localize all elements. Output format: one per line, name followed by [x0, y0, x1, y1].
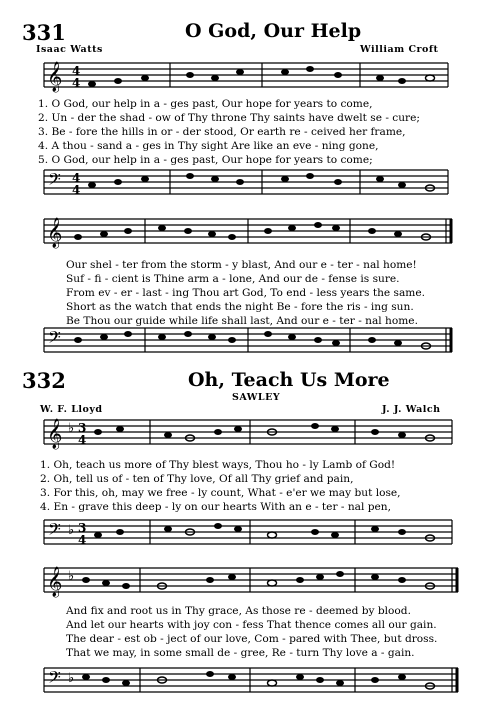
hymn-332-verse-3-line2: The dear - est ob - ject of our love, Com - pared with Thee, but dross. — [66, 633, 438, 645]
hymn-332-verse-4-line1: 4. En - grave this deep - ly on our hearts With an e - ter - nal pen, — [40, 501, 391, 513]
svg-text:𝄞: 𝄞 — [47, 218, 63, 248]
svg-text:𝄞: 𝄞 — [47, 419, 63, 449]
hymn-332-words-by: W. F. Lloyd — [40, 404, 103, 415]
svg-text:4: 4 — [72, 171, 81, 185]
hymn-331-verse-3-line1: 3. Be - fore the hills in or - der stood, Or earth re - ceived her frame, — [38, 126, 406, 138]
svg-text:𝄢: 𝄢 — [48, 327, 61, 351]
svg-text:4: 4 — [78, 433, 87, 447]
hymn-title-331: O God, Our Help — [185, 20, 362, 42]
hymn-332-verse-2-line2: And let our hearts with joy con - fess That thence comes all our gain. — [66, 619, 437, 631]
hymn-331-verse-2-line1: 2. Un - der the shad - ow of Thy throne Thy saints have dwelt se - cure; — [38, 112, 420, 124]
hymn-332-verse-1-line2: And fix and root us in Thy grace, As those re - deemed by blood. — [66, 605, 411, 617]
hymn-332-verse-1-line1: 1. Oh, teach us more of Thy blest ways, Thou ho - ly Lamb of God! — [40, 459, 396, 471]
hymn-number-332: 332 — [22, 368, 66, 393]
hymn-331-verse-5-line1: 5. O God, our help in a - ges past, Our hope for years to come; — [38, 154, 373, 166]
hymn-332-verse-2-line1: 2. Oh, tell us of - ten of Thy love, Of all Thy grief and pain, — [40, 473, 354, 485]
svg-text:𝄢: 𝄢 — [48, 667, 61, 691]
hymn-332-system1-bass-staff — [0, 514, 480, 554]
svg-text:♭: ♭ — [68, 421, 75, 436]
hymn-332-system2-treble-staff — [0, 562, 480, 602]
hymn-title-332: Oh, Teach Us More — [188, 369, 390, 391]
svg-text:3: 3 — [78, 421, 87, 435]
hymn-332-music-by: J. J. Walch — [382, 404, 441, 415]
hymn-331-verse-5-line2: Be Thou our guide while life shall last, And our e - ter - nal home. — [66, 315, 418, 327]
hymn-331-system2-bass-staff — [0, 322, 480, 362]
hymn-332-tune-name: SAWLEY — [232, 392, 281, 403]
hymn-331-system1-treble-staff — [0, 55, 480, 95]
hymn-331-verse-4-line1: 4. A thou - sand a - ges in Thy sight Are like an eve - ning gone, — [38, 140, 379, 152]
svg-text:𝄢: 𝄢 — [48, 519, 61, 543]
svg-text:4: 4 — [72, 76, 81, 90]
svg-text:♭: ♭ — [68, 569, 75, 584]
hymn-331-verse-2-line2: Suf - fi - cient is Thine arm a - lone, And our de - fense is sure. — [66, 273, 400, 285]
svg-text:𝄢: 𝄢 — [48, 169, 61, 193]
svg-text:4: 4 — [78, 533, 87, 547]
hymn-331-music-by: William Croft — [360, 44, 439, 55]
hymn-332-system2-bass-staff — [0, 662, 480, 702]
svg-text:4: 4 — [72, 64, 81, 78]
hymn-331-system2-treble-staff — [0, 213, 480, 253]
hymn-331-verse-4-line2: Short as the watch that ends the night Be - fore the ris - ing sun. — [66, 301, 414, 313]
hymn-331-words-by: Isaac Watts — [36, 44, 103, 55]
hymn-331-verse-3-line2: From ev - er - last - ing Thou art God, To end - less years the same. — [66, 287, 425, 299]
hymn-331-system1-bass-staff — [0, 164, 480, 204]
hymn-332-system1-treble-staff — [0, 414, 480, 454]
svg-text:4: 4 — [72, 183, 81, 197]
hymn-332-verse-4-line2: That we may, in some small de - gree, Re - turn Thy love a - gain. — [66, 647, 415, 659]
svg-text:♭: ♭ — [68, 671, 75, 686]
svg-text:♭: ♭ — [68, 523, 75, 538]
hymn-number-331: 331 — [22, 20, 66, 45]
hymn-332-verse-3-line1: 3. For this, oh, may we free - ly count, What - e'er we may but lose, — [40, 487, 401, 499]
hymn-331-verse-1-line2: Our shel - ter from the storm - y blast, And our e - ter - nal home! — [66, 259, 417, 271]
svg-text:3: 3 — [78, 521, 87, 535]
hymn-331-verse-1-line1: 1. O God, our help in a - ges past, Our hope for years to come, — [38, 98, 373, 110]
svg-text:𝄞: 𝄞 — [47, 62, 63, 92]
svg-text:𝄞: 𝄞 — [47, 567, 63, 597]
